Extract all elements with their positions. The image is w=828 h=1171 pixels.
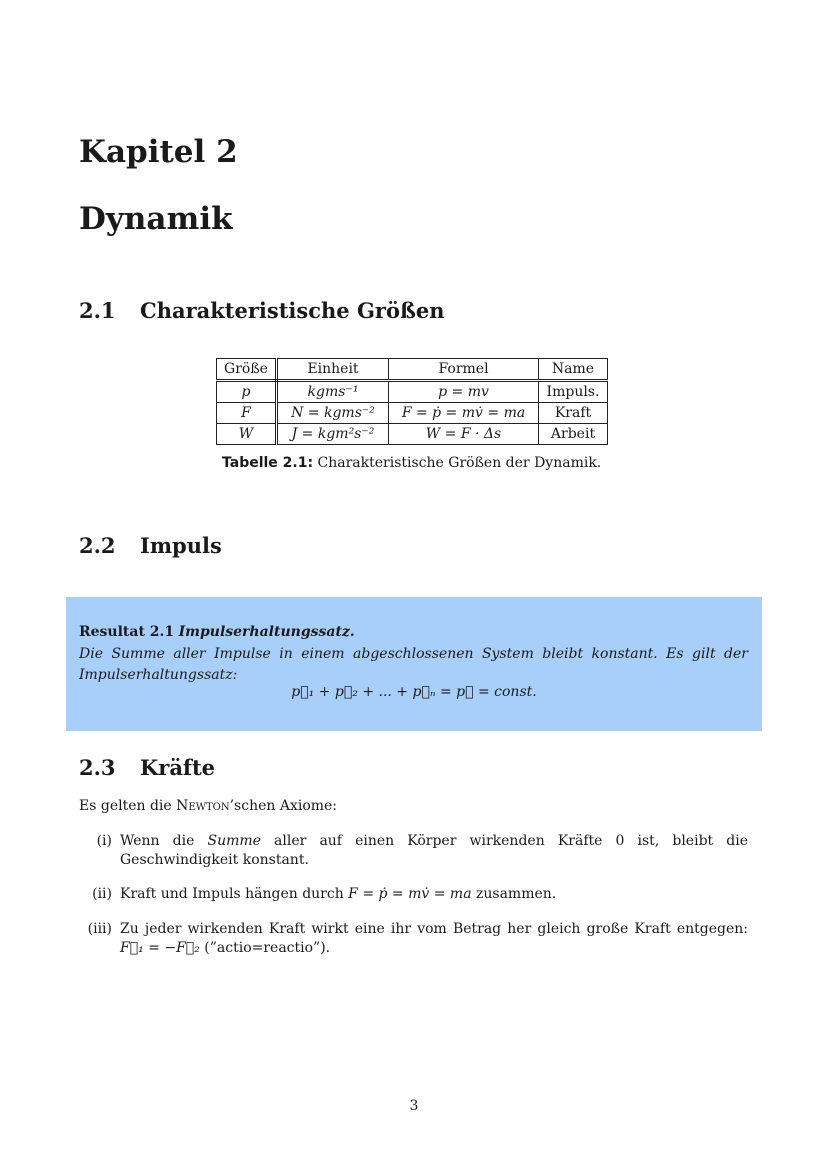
inline-formula: F⃗₁ = −F⃗₂ <box>120 940 200 956</box>
emphasis: Summe <box>207 833 261 849</box>
list-item-text <box>120 885 748 904</box>
section-heading-kraefte <box>79 755 215 780</box>
caption-label: Tabelle 2.1: <box>222 455 314 471</box>
text-part: zusammen. <box>471 886 557 902</box>
table-row <box>217 424 608 445</box>
list-marker: (ii) <box>92 886 112 902</box>
section-title: Impuls <box>140 533 222 558</box>
page-number: 3 <box>409 1098 419 1114</box>
newton-name: Newton <box>176 798 230 814</box>
section-number: 2.3 <box>79 755 116 780</box>
quantities-table <box>216 358 608 445</box>
table-cell: Arbeit <box>539 424 608 445</box>
intro-text: ’schen Axiome: <box>229 798 338 814</box>
text-part: (”actio=reactio”). <box>199 940 331 956</box>
table-header-cell: Formel <box>389 359 539 381</box>
table-cell: W = F · Δs <box>389 424 539 445</box>
section-title: Kräfte <box>140 755 216 780</box>
section-number: 2.2 <box>79 533 116 558</box>
table-cell: p <box>217 381 277 403</box>
forces-intro <box>79 798 337 814</box>
result-label: Resultat 2.1 <box>79 624 175 640</box>
inline-formula: F = ṗ = mv̇ = ma <box>348 886 472 902</box>
list-marker: (iii) <box>87 921 112 937</box>
text-part: Wenn die <box>120 833 208 849</box>
intro-text: Es gelten die <box>79 798 177 814</box>
table-header-cell: Größe <box>217 359 277 381</box>
table-cell: J = kgm²s⁻² <box>277 424 389 445</box>
result-heading <box>79 624 355 640</box>
table-cell: Impuls. <box>539 381 608 403</box>
chapter-label: Kapitel 2 <box>79 134 238 170</box>
list-marker: (i) <box>96 833 112 849</box>
result-formula: p⃗₁ + p⃗₂ + ... + p⃗ₙ = p⃗ = const. <box>291 684 537 700</box>
table-header-row <box>217 359 608 381</box>
table-header-cell: Name <box>539 359 608 381</box>
text-part: Kraft und Impuls hängen durch <box>120 886 349 902</box>
section-heading-impuls <box>79 533 222 558</box>
table-header-cell: Einheit <box>277 359 389 381</box>
list-item-text <box>120 920 748 958</box>
table-row <box>217 381 608 403</box>
result-body: Die Summe aller Impulse in einem abgeschlossenen System bleibt konstant. Es gilt der Impulserhaltungssatz: <box>79 646 748 683</box>
result-name: Impulserhaltungssatz. <box>178 624 355 640</box>
text-part: aller auf einen Körper wirkenden Kräfte 0 ist, bleibt die Geschwindigkeit konstant. <box>120 833 748 868</box>
chapter-title: Dynamik <box>79 201 233 237</box>
section-title: Charakteristische Größen <box>140 298 445 323</box>
table-cell: Kraft <box>539 403 608 424</box>
list-item-text <box>120 832 748 870</box>
table-caption <box>222 455 601 471</box>
table-cell: p = mv <box>389 381 539 403</box>
table-cell: F <box>217 403 277 424</box>
caption-text: Charakteristische Größen der Dynamik. <box>317 455 602 471</box>
section-heading-characteristic <box>79 298 445 323</box>
table-cell: F = ṗ = mv̇ = ma <box>389 403 539 424</box>
section-number: 2.1 <box>79 298 116 323</box>
table-cell: N = kgms⁻² <box>277 403 389 424</box>
table-cell: W <box>217 424 277 445</box>
text-part: Zu jeder wirkenden Kraft wirkt eine ihr vom Betrag her gleich große Kraft entgegen: <box>120 921 748 937</box>
table-row <box>217 403 608 424</box>
table-cell: kgms⁻¹ <box>277 381 389 403</box>
